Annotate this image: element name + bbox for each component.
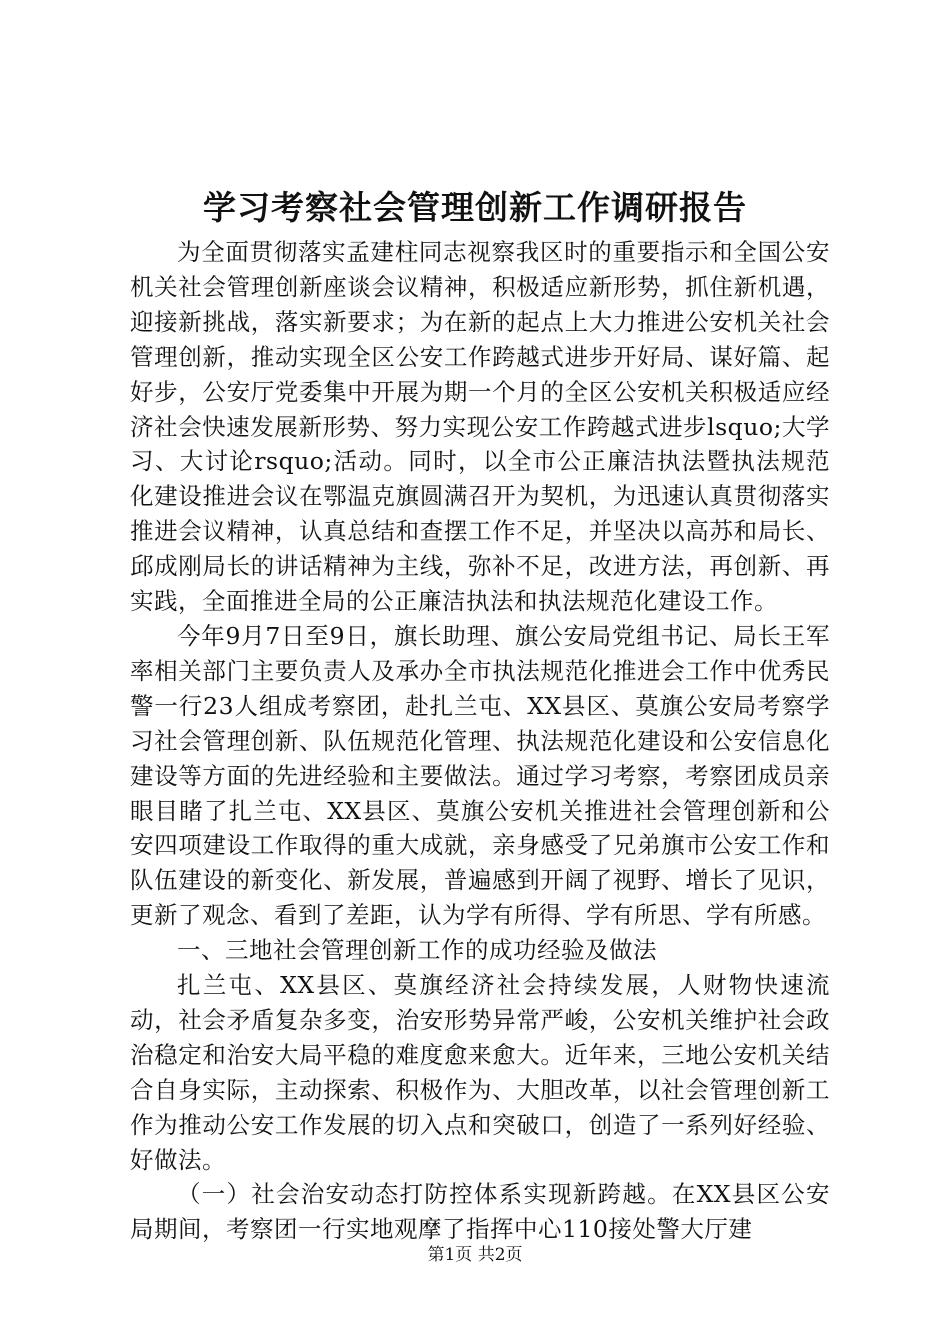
- paragraph-experience: 扎兰屯、XX县区、莫旗经济社会持续发展，人财物快速流动，社会矛盾复杂多变，治安形势异常严峻，公安机关维护社会政治稳定和治安大局平稳的难度愈来愈大。近年来，三地公安机关结合自身实际，主动探索、积极作为、大胆改革，以社会管理创新工作为推动公安工作发展的切入点和突破口，创造了一系列好经验、好做法。: [130, 971, 830, 1174]
- paragraph-intro: 为全面贯彻落实孟建柱同志视察我区时的重要指示和全国公安机关社会管理创新座谈会议精神，积极适应新形势，抓住新机遇，迎接新挑战，落实新要求；为在新的起点上大力推进公安机关社会管理创新，推动实现全区公安工作跨越式进步开好局、谋好篇、起好步，公安厅党委集中开展为期一个月的全区公安机关积极适应经济社会快速发展新形势、努力实现公安工作跨越式进步lsquo;大学习、大讨论rsquo;活动。同时，以全市公正廉洁执法暨执法规范化建设推进会议在鄂温克旗圆满召开为契机，为迅速认真贯彻落实推进会议精神，认真总结和查摆工作不足，并坚决以高苏和局长、邱成刚局长的讲话精神为主线，弥补不足，改进方法，再创新、再实践，全面推进全局的公正廉洁执法和执法规范化建设工作。: [130, 238, 830, 616]
- page-number: 第1页 共2页: [427, 1245, 523, 1265]
- document-body: [130, 235, 830, 1247]
- paragraph-subsection-1: （一）社会治安动态打防控体系实现新跨越。在XX县区公安局期间，考察团一行实地观摩了指挥中心110接处警大厅建: [130, 1180, 830, 1244]
- document-title: 学习考察社会管理创新工作调研报告: [203, 188, 747, 227]
- section-heading-1: 一、三地社会管理创新工作的成功经验及做法: [177, 936, 657, 965]
- paragraph-inspection: 今年9月7日至9日，旗长助理、旗公安局党组书记、局长王军率相关部门主要负责人及承办全市执法规范化推进会工作中优秀民警一行23人组成考察团，赴扎兰屯、XX县区、莫旗公安局考察学习社会管理创新、队伍规范化管理、执法规范化建设和公安信息化建设等方面的先进经验和主要做法。通过学习考察，考察团成员亲眼目睹了扎兰屯、XX县区、莫旗公安机关推进社会管理创新和公安四项建设工作取得的重大成就，亲身感受了兄弟旗市公安工作和队伍建设的新变化、新发展，普遍感到开阔了视野、增长了见识，更新了观念、看到了差距，认为学有所得、学有所思、学有所感。: [130, 621, 830, 930]
